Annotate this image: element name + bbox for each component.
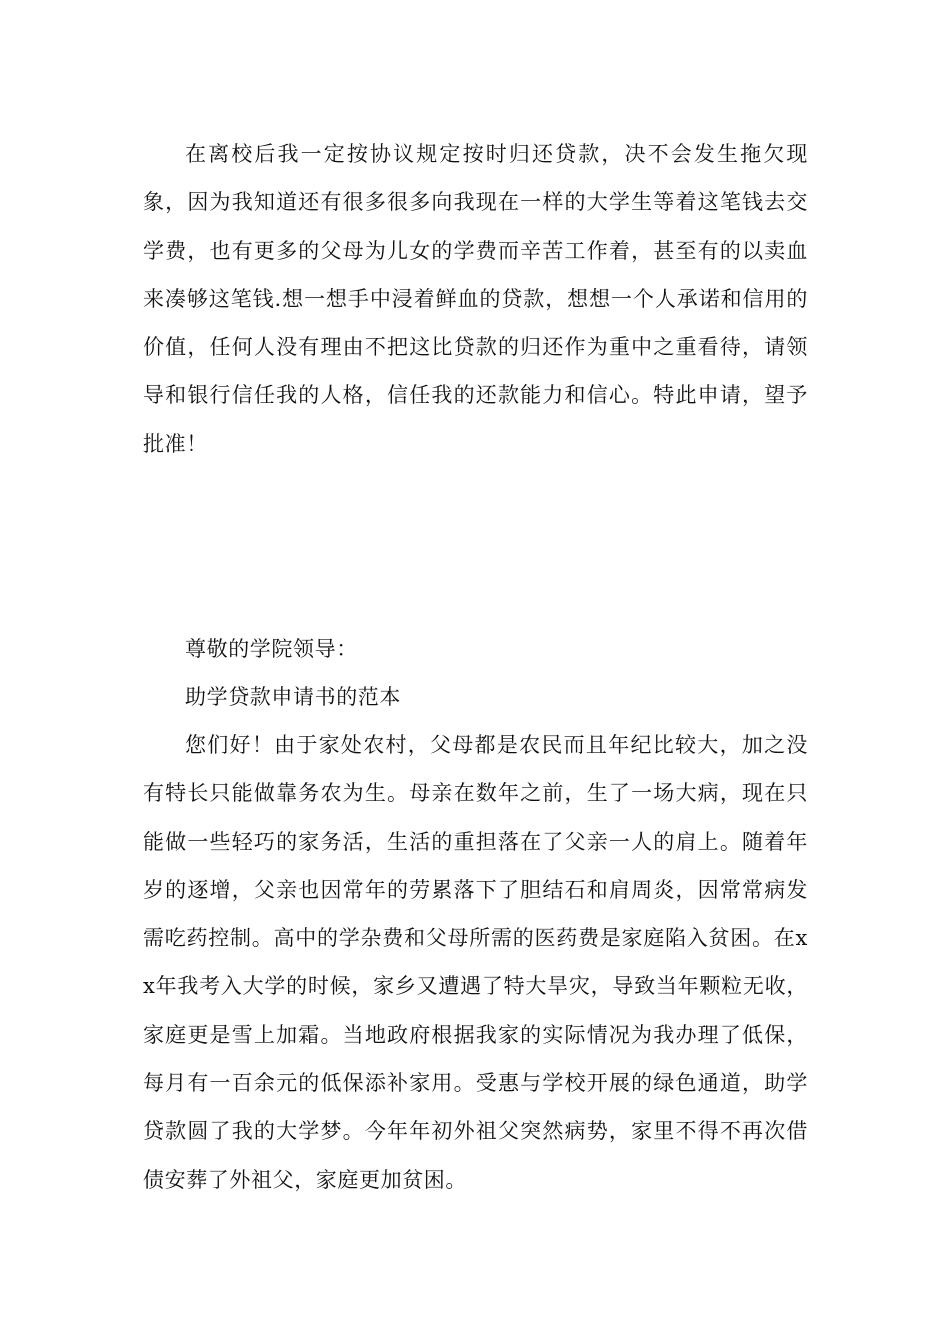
repayment-commitment-section xyxy=(143,130,808,468)
document-heading: 助学贷款申请书的范本 xyxy=(185,685,401,709)
family-situation-paragraph: 您们好！由于家处农村，父母都是农民而且年纪比较大，加之没有特长只能做靠务农为生。母亲在数年之前，生了一场大病，现在只能做一些轻巧的家务活，生活的重担落在了父亲一人的肩上。随着年岁的逐增，父亲也因常年的劳累落下了胆结石和肩周炎，因常常病发需吃药控制。高中的学杂费和父母所需的医药费是家庭陷入贫困。在xx年我考入大学的时候，家乡又遭遇了特大旱灾，导致当年颗粒无收，家庭更是雪上加霜。当地政府根据我家的实际情况为我办理了低保，每月有一百余元的低保添补家用。受惠与学校开展的绿色通道，助学贷款圆了我的大学梦。今年年初外祖父突然病势，家里不得不再次借债安葬了外祖父，家庭更加贫困。 xyxy=(143,733,808,1192)
loan-application-section xyxy=(143,625,808,1204)
repayment-commitment-paragraph: 在离校后我一定按协议规定按时归还贷款，决不会发生拖欠现象，因为我知道还有很多很多向我现在一样的大学生等着这笔钱去交学费，也有更多的父母为儿女的学费而辛苦工作着，甚至有的以卖血来凑够这笔钱.想一想手中浸着鲜血的贷款，想想一个人承诺和信用的价值，任何人没有理由不把这比贷款的归还作为重中之重看待，请领导和银行信任我的人格，信任我的还款能力和信心。特此申请，望予批准！ xyxy=(143,142,808,456)
salutation: 尊敬的学院领导： xyxy=(185,637,358,661)
